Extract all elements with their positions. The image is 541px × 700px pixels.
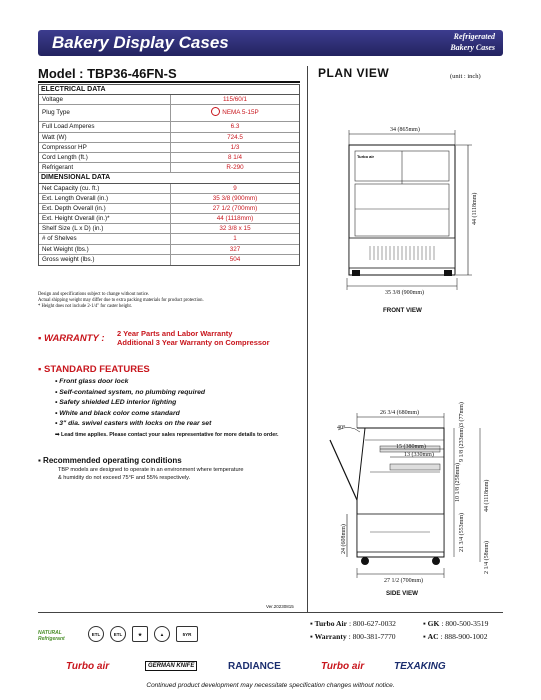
spec-value: 504 <box>229 255 241 263</box>
contact-number: : 888-900-1002 <box>440 632 488 641</box>
natural-line1: NATURAL <box>38 630 62 636</box>
spec-value: 724.5 <box>227 133 243 141</box>
energy-star-icon: ★ <box>132 626 148 642</box>
contact-ac: ▪ AC : 888-900-1002 <box>423 632 488 641</box>
certifications <box>38 622 300 652</box>
spec-row <box>39 245 299 255</box>
feature-item: • 3" dia. swivel casters with locks on the rear set <box>55 420 212 427</box>
spec-value: 1 <box>233 235 237 243</box>
spec-row <box>39 234 299 244</box>
shelf-lower <box>390 464 440 470</box>
spec-label: # of Shelves <box>39 234 171 243</box>
spec-table <box>38 84 300 266</box>
contact-warranty: ▪ Warranty : 800-381-7770 <box>310 632 396 641</box>
door-angle-label: 40° <box>337 425 346 431</box>
recommended-title: ▪ Recommended operating conditions <box>38 456 182 465</box>
brand-turbo-air-logo: Turbo air <box>66 661 110 672</box>
side-lower-height-label: 21 3/4 (553mm) <box>459 513 465 552</box>
spec-value: 8 1/4 <box>227 153 242 161</box>
recommended-line: TBP models are designed to operate in an environment where temperature <box>58 467 244 473</box>
spec-label: Net Weight (lbs.) <box>39 245 171 254</box>
side-glass-height-label: 9 1/8 (233mm) <box>459 426 465 462</box>
spec-row <box>39 194 299 204</box>
spec-row <box>39 214 299 224</box>
spec-label: Refrigerant <box>39 163 171 172</box>
front-width-bottom-label: 35 3/8 (900mm) <box>385 290 424 296</box>
plug-type-value: NEMA 5-15P <box>222 109 259 117</box>
side-counter-height-label: 24 (608mm) <box>341 524 347 554</box>
front-view-drawing <box>310 120 503 320</box>
spec-label: Net Capacity (cu. ft.) <box>39 184 171 193</box>
spec-note: * Height does not include 2-1/4" for caster height. <box>38 304 132 309</box>
side-caster-height-label: 2 1/4 (58mm) <box>484 541 490 574</box>
electrical-data-heading: ELECTRICAL DATA <box>39 85 299 95</box>
spec-label: Compressor HP <box>39 143 171 152</box>
spec-row <box>39 143 299 153</box>
header-banner <box>38 30 503 56</box>
spec-note: Actual shipping weight may differ due to extra packing materials for product protection. <box>38 298 204 303</box>
caster-icon <box>361 557 369 565</box>
features-list <box>55 377 211 430</box>
standard-features-title: ▪ STANDARD FEATURES <box>38 364 150 375</box>
side-base <box>357 514 444 552</box>
spec-label: Plug Type <box>39 105 171 121</box>
feature-item: • Front glass door lock <box>55 378 129 385</box>
side-top-width-label: 26 3/4 (680mm) <box>380 410 419 416</box>
caster-icon <box>444 270 452 276</box>
spec-value: 44 (1118mm) <box>216 215 254 223</box>
spec-value: R-290 <box>226 164 244 172</box>
category-tag-line2: Bakery Cases <box>450 43 495 52</box>
spec-note: Design and specifications subject to change without notice. <box>38 292 150 297</box>
etl-icon: ETL <box>88 626 104 642</box>
category-tag-line1: Refrigerated <box>453 32 495 41</box>
model-underline <box>38 81 300 83</box>
contact-number: : 800-627-0032 <box>348 619 396 628</box>
contact-number: : 800-381-7770 <box>348 632 396 641</box>
shelf-depth-2-label: 13 (330mm) <box>404 452 434 458</box>
side-total-height-label: 44 (1118mm) <box>484 479 490 512</box>
natural-refrigerant-logo <box>38 630 65 642</box>
spec-label: Gross weight (lbs.) <box>39 255 171 265</box>
contact-turbo-air: ▪ Turbo Air : 800-627-0032 <box>310 619 396 628</box>
warranty-line: Additional 3 Year Warranty on Compressor <box>117 338 270 347</box>
spec-label: Ext. Length Overall (in.) <box>39 194 171 203</box>
shelf-depth-1-label: 15 (380mm) <box>396 444 426 450</box>
warranty-badge-icon: 5YR <box>176 626 198 642</box>
lower-glass <box>355 184 449 236</box>
spec-value: 6.3 <box>230 123 240 131</box>
spec-value: 327 <box>229 245 241 253</box>
recommended-line: & humidity do not exceed 75°F and 55% respectively. <box>58 474 191 481</box>
spec-value: 27 1/2 (700mm) <box>212 204 258 212</box>
spec-notes <box>38 292 204 310</box>
warranty-line: 2 Year Parts and Labor Warranty <box>117 329 233 338</box>
footer-rule <box>38 612 503 613</box>
front-badge: Turbo air <box>357 154 375 159</box>
brand-german-knife-logo: GERMAN KNIFE <box>145 661 197 671</box>
footer-disclaimer: Continued product development may necessitate specification changes without notice. <box>146 682 395 689</box>
spec-row <box>39 184 299 194</box>
spec-label: Ext. Depth Overall (in.) <box>39 204 171 213</box>
contact-label: AC <box>427 632 439 641</box>
spec-label: Ext. Height Overall (in.)* <box>39 214 171 223</box>
brand-texaking-logo: TEXAKING <box>394 661 446 672</box>
spec-row <box>39 105 299 122</box>
brand-strip <box>38 657 503 679</box>
brand-turbo-air-logo-2: Turbo air <box>321 661 365 672</box>
contact-label: Warranty <box>314 632 347 641</box>
spec-value: 9 <box>233 184 237 192</box>
spec-value: 1/3 <box>230 143 240 151</box>
open-door <box>330 440 357 500</box>
spec-label: Shelf Size (L x D) (in.) <box>39 224 171 233</box>
spec-label: Full Load Amperes <box>39 122 171 131</box>
spec-value <box>171 105 299 121</box>
spec-value: 32 3/8 x 15 <box>219 225 251 233</box>
spec-row <box>39 133 299 143</box>
side-depth-bottom-label: 27 1/2 (700mm) <box>384 578 423 584</box>
spec-row <box>39 204 299 214</box>
spec-row <box>39 153 299 163</box>
feature-item: • Safety shielded LED interior lighting <box>55 399 177 406</box>
spec-row <box>39 122 299 132</box>
spec-row <box>39 95 299 105</box>
side-view-caption: SIDE VIEW <box>386 590 418 597</box>
warranty-label: ▪ WARRANTY : <box>38 333 105 344</box>
caster-icon <box>352 270 360 276</box>
etl-sanitation-icon: ETL <box>110 626 126 642</box>
plug-icon <box>211 107 220 116</box>
spec-label: Cord Length (ft.) <box>39 153 171 162</box>
feature-item: • White and black color come standard <box>55 409 180 417</box>
prop65-icon: ▲ <box>154 626 170 642</box>
spec-row <box>39 163 299 173</box>
contact-label: GK <box>427 619 440 628</box>
spec-label: Voltage <box>39 95 171 104</box>
dimensional-data-heading: DIMENSIONAL DATA <box>39 173 299 183</box>
lead-time-note: ➡ Lead time applies. Please contact your sales representative for more details to order. <box>55 432 279 438</box>
column-divider <box>307 66 308 612</box>
version-label: Ver.20230815 <box>266 604 294 609</box>
contact-gk: ▪ GK : 800-500-3519 <box>423 619 489 628</box>
front-width-top-label: 34 (865mm) <box>390 127 420 133</box>
spec-value: 115/60/1 <box>222 96 248 104</box>
side-upper-height-label: 10 1/8 (258mm) <box>455 463 461 502</box>
spec-row <box>39 255 299 265</box>
plan-view-title: PLAN VIEW <box>318 66 390 80</box>
contact-number: : 800-500-3519 <box>441 619 489 628</box>
contact-label: Turbo Air <box>314 619 348 628</box>
front-view-caption: FRONT VIEW <box>383 307 422 314</box>
spec-row <box>39 224 299 234</box>
model-number: Model : TBP36-46FN-S <box>38 66 177 81</box>
warranty-text <box>117 329 270 347</box>
caster-icon <box>432 557 440 565</box>
feature-item: • Self-contained system, no plumbing required <box>55 388 206 396</box>
recommended-body <box>58 467 298 482</box>
spec-value: 35 3/8 (900mm) <box>212 194 258 202</box>
brand-radiance-logo: RADIANCE <box>228 661 281 672</box>
category-tag <box>450 31 495 53</box>
page-title: Bakery Display Cases <box>52 33 229 52</box>
unit-note: (unit : inch) <box>450 73 481 80</box>
natural-line2: Refrigerant <box>38 636 65 642</box>
spec-label: Watt (W) <box>39 133 171 142</box>
side-top-gap-label: 3 (77mm) <box>459 402 465 426</box>
front-height-label: 44 (1118mm) <box>472 192 478 225</box>
side-view-drawing <box>310 402 503 592</box>
